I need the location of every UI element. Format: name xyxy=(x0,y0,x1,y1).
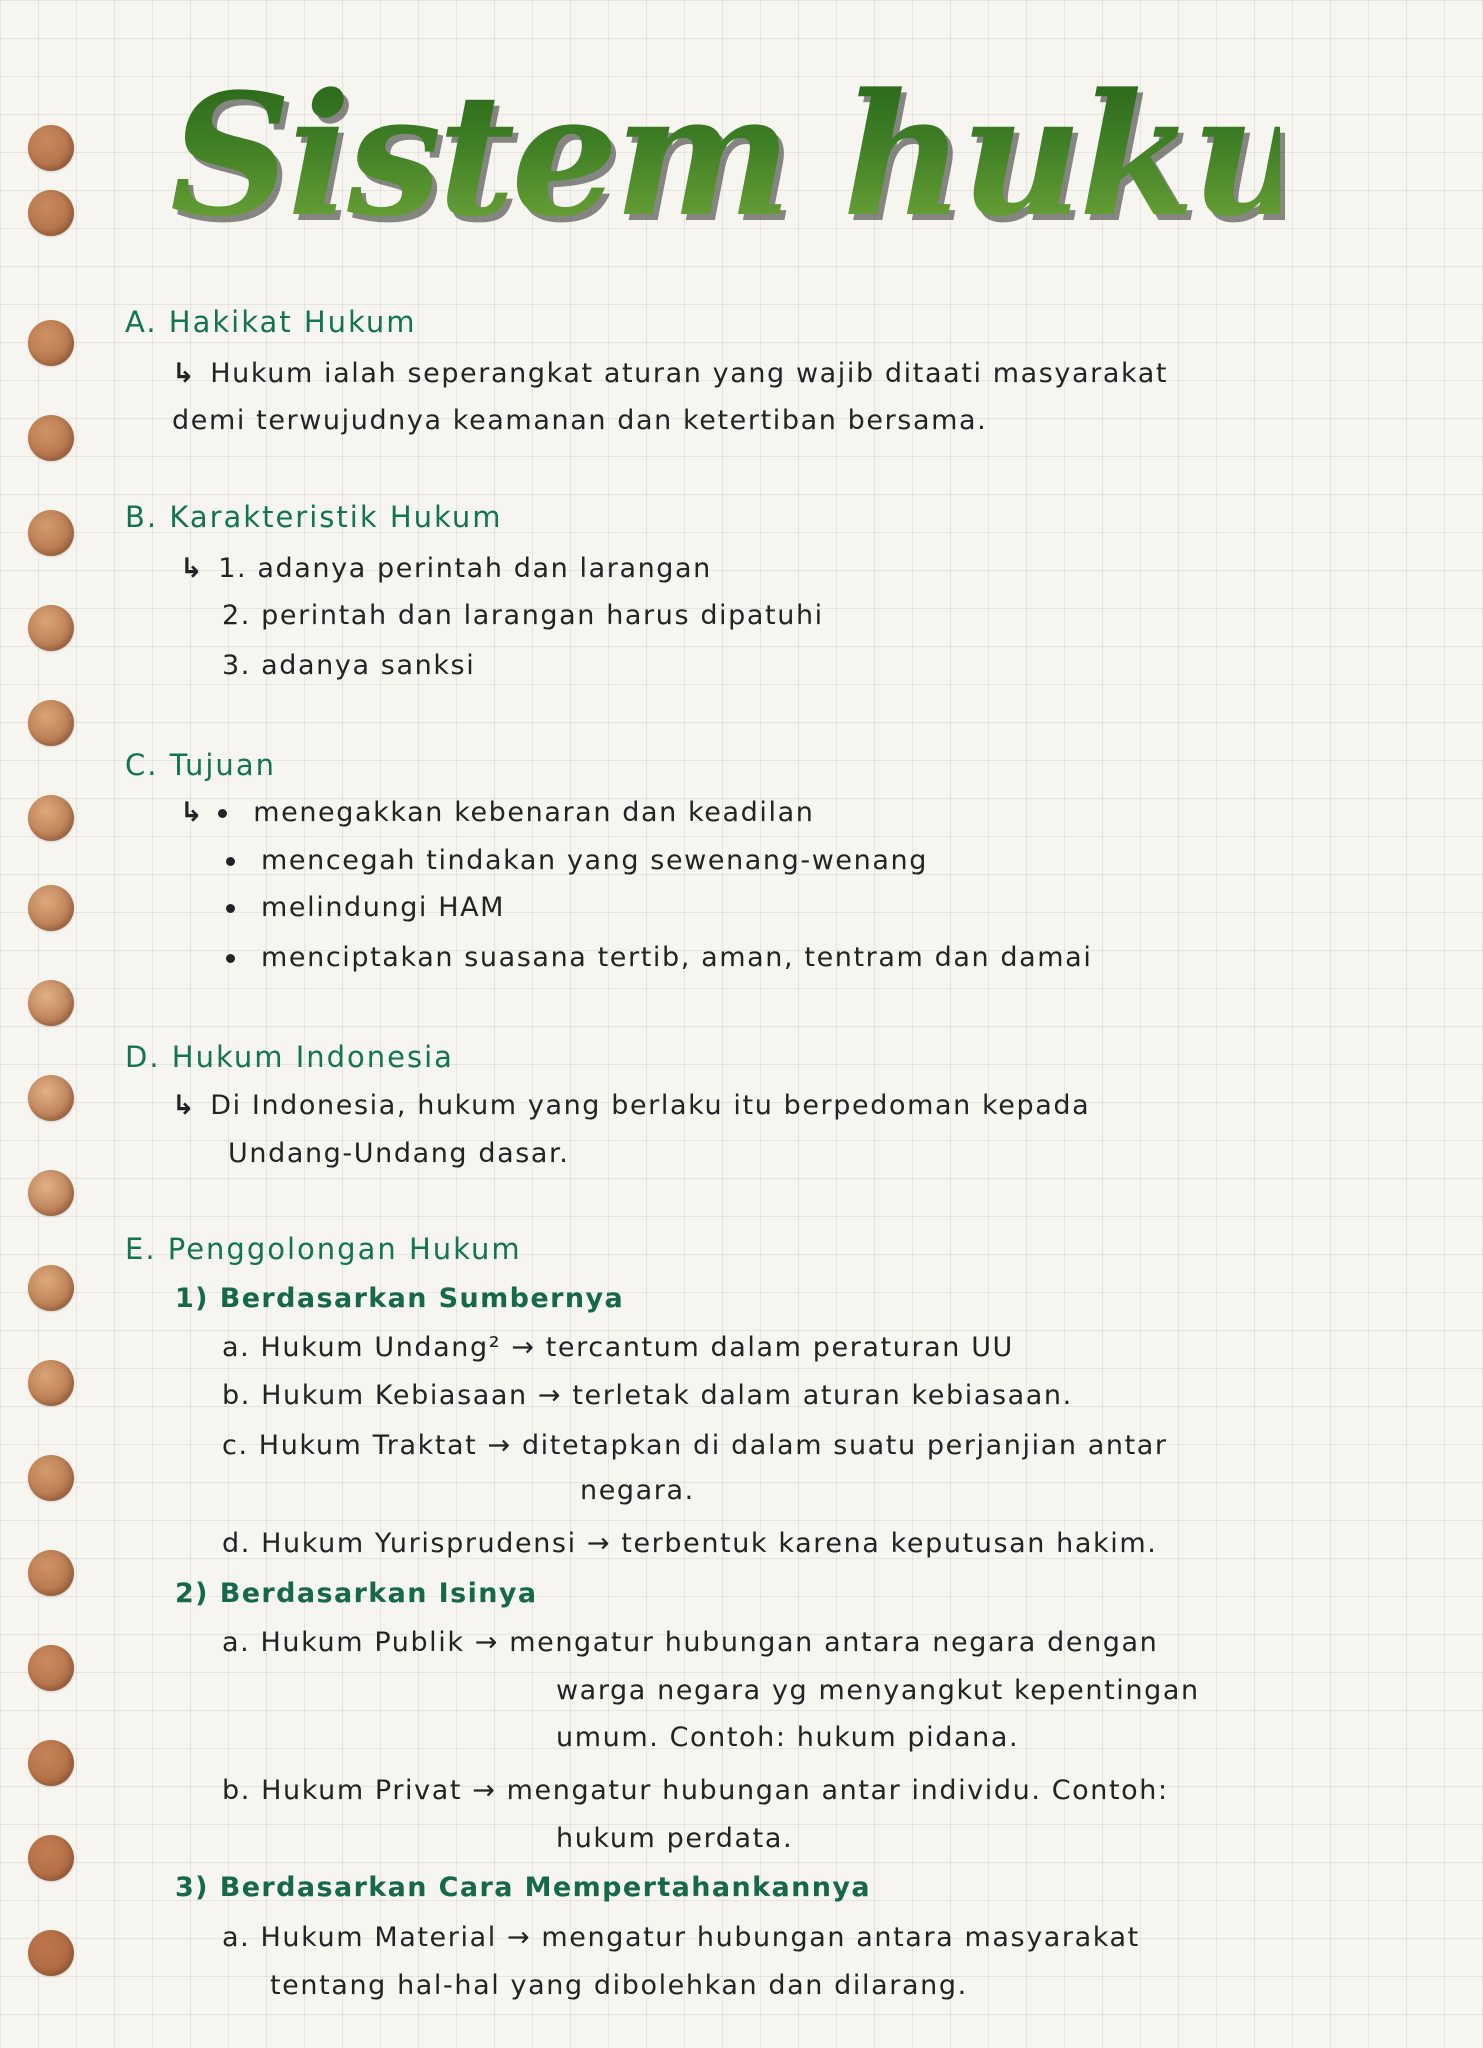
bullet-icon xyxy=(218,809,227,818)
text-line: Undang-Undang dasar. xyxy=(228,1138,570,1169)
list-item: d. Hukum Yurisprudensi → terbentuk karena keputusan hakim. xyxy=(222,1528,1158,1559)
section-penggolongan-hukum xyxy=(125,1232,522,1266)
section-hukum-indonesia xyxy=(125,1040,454,1074)
section-heading: E. Penggolongan Hukum xyxy=(125,1232,522,1266)
page-title: Sistem hukum xyxy=(170,40,1280,270)
bullet-icon xyxy=(226,904,235,913)
binder-hole xyxy=(28,510,74,556)
list-item-continuation: hukum perdata. xyxy=(556,1823,794,1854)
section-heading: B. Karakteristik Hukum xyxy=(125,500,503,534)
text-line: ↳ Di Indonesia, hukum yang berlaku itu berpedoman kepada xyxy=(172,1090,1091,1121)
list-item: 2. perintah dan larangan harus dipatuhi xyxy=(222,600,824,631)
binder-hole xyxy=(28,1170,74,1216)
binder-holes xyxy=(28,125,98,1985)
bullet-icon xyxy=(226,857,235,866)
binder-hole xyxy=(28,415,74,461)
subheading: 1) Berdasarkan Sumbernya xyxy=(175,1283,625,1314)
list-item: a. Hukum Publik → mengatur hubungan antara negara dengan xyxy=(222,1627,1159,1658)
arrow-icon: ↳ xyxy=(172,358,197,389)
binder-hole xyxy=(28,190,74,236)
binder-hole xyxy=(28,1455,74,1501)
binder-hole xyxy=(28,1740,74,1786)
list-item: ↳ 1. adanya perintah dan larangan xyxy=(180,553,712,584)
binder-hole xyxy=(28,1645,74,1691)
section-heading: D. Hukum Indonesia xyxy=(125,1040,454,1074)
binder-hole xyxy=(28,885,74,931)
binder-hole xyxy=(28,1075,74,1121)
list-item: menciptakan suasana tertib, aman, tentram dan damai xyxy=(226,942,1092,973)
binder-hole xyxy=(28,1265,74,1311)
list-item: mencegah tindakan yang sewenang-wenang xyxy=(226,845,928,876)
binder-hole xyxy=(28,1550,74,1596)
arrow-icon: ↳ xyxy=(172,1090,197,1121)
list-item-continuation: tentang hal-hal yang dibolehkan dan dilarang. xyxy=(270,1970,968,2001)
bullet-icon xyxy=(226,954,235,963)
subheading: 3) Berdasarkan Cara Mempertahankannya xyxy=(175,1872,871,1903)
text-line: demi terwujudnya keamanan dan ketertiban bersama. xyxy=(172,405,988,436)
binder-hole xyxy=(28,320,74,366)
section-heading: A. Hakikat Hukum xyxy=(125,305,417,339)
subheading: 2) Berdasarkan Isinya xyxy=(175,1578,538,1609)
list-item: a. Hukum Undang² → tercantum dalam peraturan UU xyxy=(222,1332,1014,1363)
binder-hole xyxy=(28,700,74,746)
list-item: 3. adanya sanksi xyxy=(222,650,476,681)
section-hakikat-hukum xyxy=(125,305,417,339)
list-item-continuation: warga negara yg menyangkut kepentingan xyxy=(556,1675,1200,1706)
binder-hole xyxy=(28,125,74,171)
section-heading: C. Tujuan xyxy=(125,748,276,782)
list-item: ↳ menegakkan kebenaran dan keadilan xyxy=(180,797,815,828)
list-item: c. Hukum Traktat → ditetapkan di dalam suatu perjanjian antar xyxy=(222,1430,1168,1461)
binder-hole xyxy=(28,1360,74,1406)
binder-hole xyxy=(28,605,74,651)
list-item-continuation: umum. Contoh: hukum pidana. xyxy=(556,1722,1020,1753)
list-item: b. Hukum Privat → mengatur hubungan antar individu. Contoh: xyxy=(222,1775,1169,1806)
binder-hole xyxy=(28,1835,74,1881)
binder-hole xyxy=(28,795,74,841)
arrow-icon: ↳ xyxy=(180,553,205,584)
arrow-icon: ↳ xyxy=(180,797,205,828)
list-item: melindungi HAM xyxy=(226,892,505,923)
section-tujuan xyxy=(125,748,276,782)
text-line: ↳ Hukum ialah seperangkat aturan yang wajib ditaati masyarakat xyxy=(172,358,1169,389)
section-karakteristik-hukum xyxy=(125,500,503,534)
list-item: a. Hukum Material → mengatur hubungan antara masyarakat xyxy=(222,1922,1140,1953)
list-item-continuation: negara. xyxy=(580,1475,695,1506)
binder-hole xyxy=(28,1930,74,1976)
title-lettering xyxy=(170,40,1483,270)
list-item: b. Hukum Kebiasaan → terletak dalam aturan kebiasaan. xyxy=(222,1380,1073,1411)
binder-hole xyxy=(28,980,74,1026)
